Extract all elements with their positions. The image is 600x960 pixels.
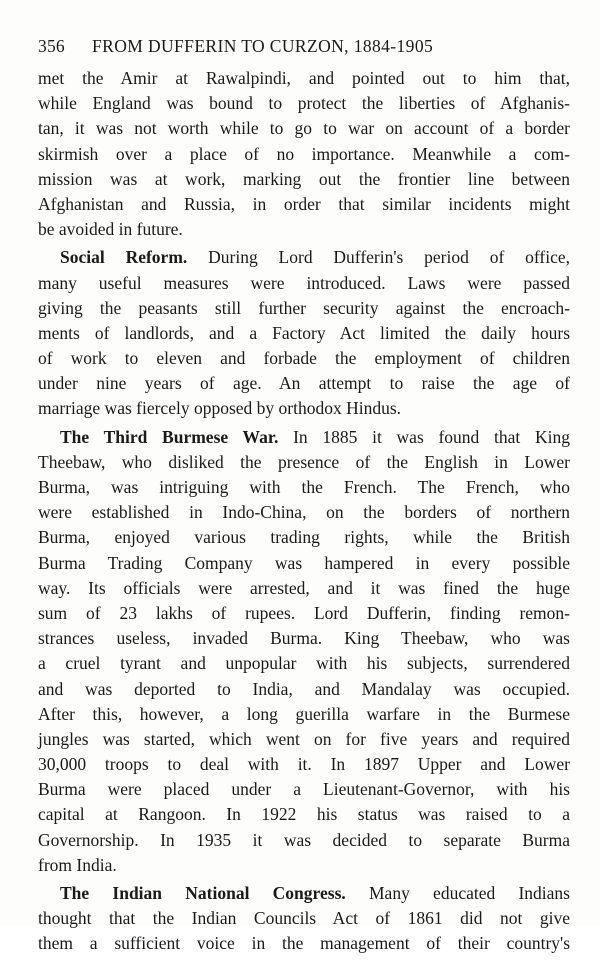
paragraph-heading: The Third Burmese War. [60,426,279,447]
text-line-with-heading [38,881,570,906]
text-line: jungles was started, which went on for five years and required [38,728,570,749]
text-line: Burma Trading Company was hampered in every possible [38,552,570,573]
text-line: Burma were placed under a Lieutenant-Governor, with his [38,779,570,800]
text-line: sum of 23 lakhs of rupees. Lord Dufferin, finding remon- [38,602,570,623]
text-line: capital at Rangoon. In 1922 his status was raised to a [38,804,570,825]
text-line: be avoided in future. [38,219,183,240]
text-line: Burma, was intriguing with the French. The French, who [38,477,570,497]
text-line: and was deported to India, and Mandalay was occupied. [38,678,570,699]
text-line: of work to eleven and forbade the employment of children [38,348,570,369]
text-run: Many educated Indians [345,883,570,903]
text-line-with-heading [38,245,570,270]
text-line: were established in Indo-China, on the borders of northern [38,502,570,523]
body-text [38,66,570,960]
text-line: thought that the Indian Councils Act of 1861 did not give [38,908,570,929]
text-line: under nine years of age. An attempt to raise the age of [38,373,570,394]
text-run: During Lord Dufferin's period of office, [187,247,570,268]
paragraph-heading: Social Reform. [60,247,188,268]
text-line: mission was at work, marking out the frontier line between [38,168,570,189]
paragraph-heading: The Indian National Congress. [60,883,346,903]
text-line: them a sufficient voice in the management of their country's [38,933,570,954]
text-line: ments of landlords, and a Factory Act limited the daily hours [38,322,570,343]
text-line: marriage was fiercely opposed by orthodox Hindus. [38,398,402,419]
paragraph-afghan-frontier [38,66,570,242]
text-line: 30,000 troops to deal with it. In 1897 Upper and Lower [38,754,570,775]
paragraph-third-burmese-war [38,425,570,878]
text-line-with-heading [38,425,570,450]
text-line: a cruel tyrant and unpopular with his subjects, surrendered [38,653,570,674]
text-line: skirmish over a place of no importance. Meanwhile a com- [38,143,570,164]
text-line: Governorship. In 1935 it was decided to separate Burma [38,829,570,850]
text-line: met the Amir at Rawalpindi, and pointed out to him that, [38,68,570,88]
text-run: In 1885 it was found that King [278,426,570,447]
page-number: 356 [38,36,65,56]
text-line: Burma, enjoyed various trading rights, while the British [38,527,570,548]
text-line: while England was bound to protect the liberties of Afghanis- [38,93,570,114]
text-line: from India. [38,854,117,875]
running-title: FROM DUFFERIN TO CURZON, 1884-1905 [92,36,434,56]
text-line: tan, it was not worth while to go to war on account of a border [38,118,570,139]
text-line: After this, however, a long guerilla warfare in the Burmese [38,703,570,724]
text-line: giving the peasants still further security against the encroach- [38,297,570,318]
paragraph-indian-national-congress [38,881,570,957]
running-head [38,34,558,58]
text-line: strances useless, invaded Burma. King Theebaw, who was [38,628,570,649]
paragraph-social-reform [38,245,570,421]
text-line: Theebaw, who disliked the presence of the English in Lower [38,451,570,472]
text-line: Afghanistan and Russia, in order that similar incidents might [38,193,570,214]
text-line: way. Its officials were arrested, and it was fined the huge [38,577,570,598]
text-line: many useful measures were introduced. Laws were passed [38,272,570,293]
